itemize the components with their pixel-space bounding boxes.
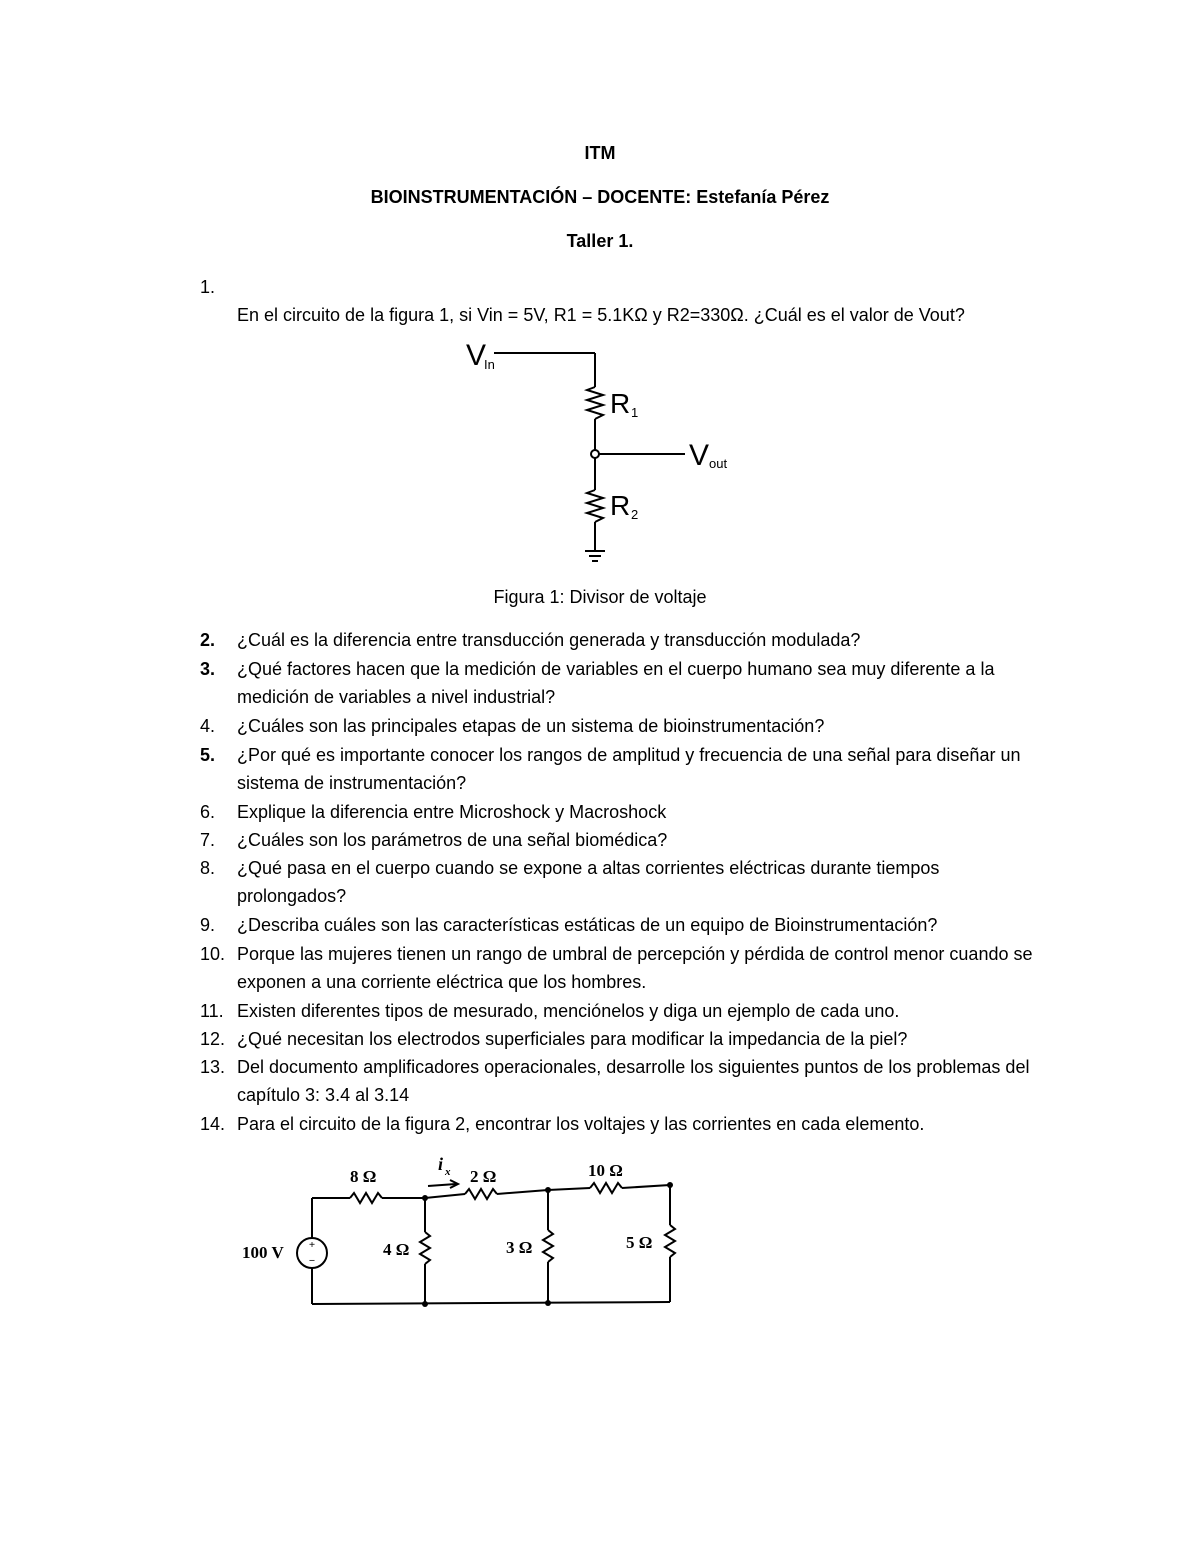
bottom-wire [312,1302,670,1304]
question-text: ¿Qué factores hacen que la medición de variables en el cuerpo humano sea muy diferente a la medición de variables a nivel industrial? [237,659,995,707]
r2-resistor [587,490,603,522]
node-e [545,1300,551,1306]
question-text: Explique la diferencia entre Microshock y Macroshock [237,802,667,822]
label-4-ohm: 4 Ω [383,1240,410,1259]
course-title: BIOINSTRUMENTACIÓN – DOCENTE: Estefanía Pérez [370,187,830,207]
source-minus-sign: − [308,1255,316,1267]
question-number: 9. [200,915,216,935]
question-number: 6. [200,802,216,822]
question-number: 11. [200,1001,224,1021]
question-1-text: En el circuito de la figura 1, si Vin = 5V, R1 = 5.1KΩ y R2=330Ω. ¿Cuál es el valor de Vout? [237,305,965,325]
resistor-4-ohm [420,1232,430,1264]
question-text: ¿Por qué es importante conocer los rangos de amplitud y frecuencia de una señal para diseñar un sistema de instrumentación? [237,745,1021,793]
question-text: ¿Describa cuáles son las características estáticas de un equipo de Bioinstrumentación? [237,915,938,935]
figure-1-voltage-divider [450,335,770,575]
label-5-ohm: 5 Ω [626,1233,653,1252]
label-8-ohm: 8 Ω [350,1167,377,1186]
label-2-ohm: 2 Ω [470,1167,497,1186]
vout-label: V [689,439,710,472]
label-3-ohm: 3 Ω [506,1238,533,1257]
r2-label: R [610,490,631,521]
figure-2-circuit [230,1150,700,1315]
question-number: 2. [200,630,216,650]
vin-label: V [466,339,487,372]
question-text: ¿Cuáles son las principales etapas de un sistema de bioinstrumentación? [237,716,825,736]
node-c [667,1182,673,1188]
r1-label: R [610,388,631,419]
question-number: 3. [200,659,216,679]
question-number: 5. [200,745,216,765]
node-d [422,1301,428,1307]
question-1-number: 1. [200,277,216,297]
question-number: 4. [200,716,216,736]
question-text: ¿Cuál es la diferencia entre transducción generada y transducción modulada? [237,630,861,650]
question-number: 10. [200,944,226,964]
resistor-3-ohm [543,1230,553,1262]
label-10-ohm: 10 Ω [588,1161,623,1180]
resistor-8-ohm [350,1193,382,1203]
question-number: 12. [200,1029,226,1049]
question-number: 14. [200,1114,226,1134]
question-text: Porque las mujeres tienen un rango de umbral de percepción y pérdida de control menor cuando se exponen a una corriente eléctrica que los hombres. [237,944,1033,992]
output-node [591,450,599,458]
resistor-10-ohm [590,1183,622,1193]
question-text: Existen diferentes tipos de mesurado, menciónelos y diga un ejemplo de cada uno. [237,1001,900,1021]
node-b [545,1187,551,1193]
current-label: i [438,1154,444,1174]
question-text: ¿Cuáles son los parámetros de una señal biomédica? [237,830,668,850]
source-plus-sign: + [308,1239,316,1251]
question-number: 7. [200,830,216,850]
question-text: ¿Qué necesitan los electrodos superficiales para modificar la impedancia de la piel? [237,1029,908,1049]
r1-subscript: 1 [631,405,639,420]
question-number: 13. [200,1057,226,1077]
institution-title: ITM [584,143,616,163]
vin-subscript: In [484,357,495,372]
question-text: Del documento amplificadores operacionales, desarrolle los siguientes puntos de los problemas del capítulo 3: 3.4 al 3.14 [237,1057,1030,1105]
node-a [422,1195,428,1201]
workshop-title: Taller 1. [566,231,634,251]
current-arrow [428,1184,456,1186]
resistor-5-ohm [665,1225,675,1257]
question-text: ¿Qué pasa en el cuerpo cuando se expone a altas corrientes eléctricas durante tiempos prolongados? [237,858,940,906]
r2-subscript: 2 [631,507,639,522]
current-subscript: x [445,1166,451,1178]
question-text: Para el circuito de la figura 2, encontrar los voltajes y las corrientes en cada elemento. [237,1114,925,1134]
question-number: 8. [200,858,216,878]
source-voltage-label: 100 V [242,1243,284,1262]
vout-subscript: out [709,456,728,471]
figure-1-caption: Figura 1: Divisor de voltaje [493,587,707,607]
resistor-2-ohm [465,1189,497,1199]
r1-resistor [587,387,603,419]
